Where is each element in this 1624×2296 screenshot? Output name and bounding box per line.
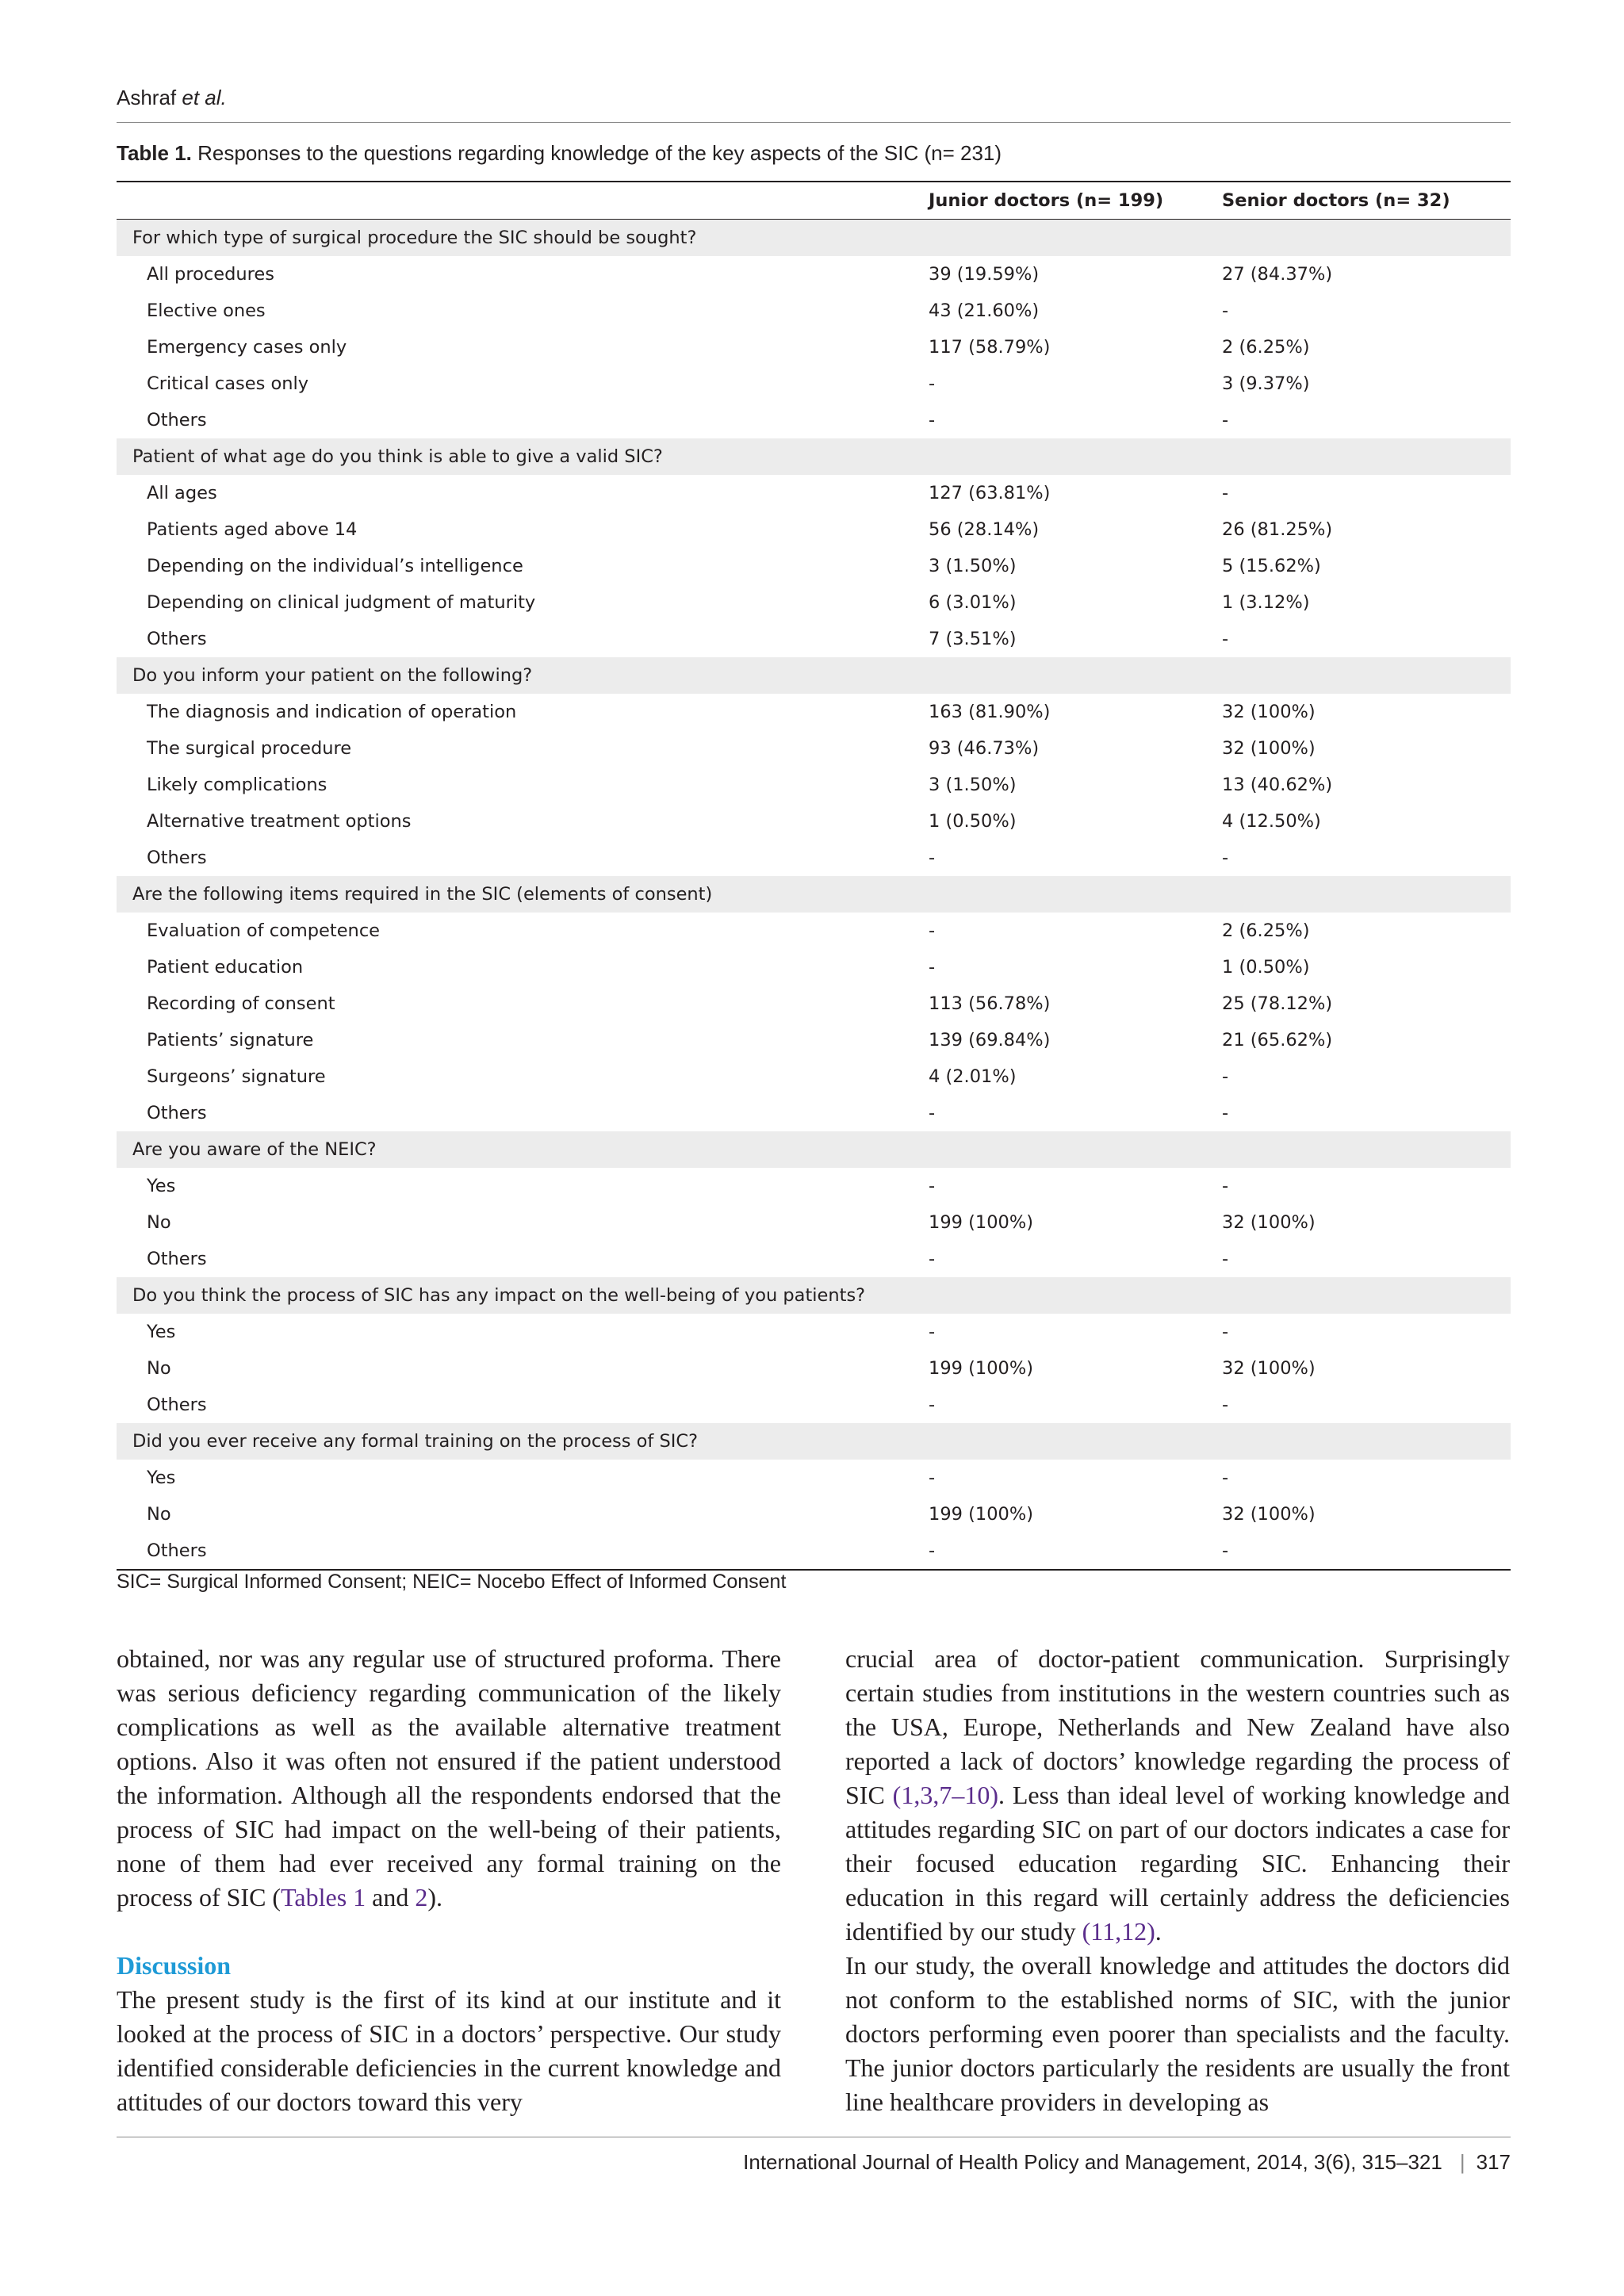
table-header-row <box>117 181 1511 220</box>
table-row <box>117 1314 1511 1350</box>
page-number: 317 <box>1476 2150 1511 2174</box>
table-cell: 32 (100%) <box>1222 702 1316 722</box>
table-row <box>117 584 1511 621</box>
table-cell: - <box>929 957 936 978</box>
table-cell: The surgical procedure <box>147 738 352 759</box>
table-cell: 25 (78.12%) <box>1222 993 1333 1014</box>
table-cell: Do you think the process of SIC has any impact on the well-being of you patients? <box>132 1285 866 1306</box>
table-footnote: SIC= Surgical Informed Consent; NEIC= Nocebo Effect of Informed Consent <box>117 1571 787 1593</box>
table-cell: 5 (15.62%) <box>1222 556 1321 576</box>
table-cell: Did you ever receive any formal training on the process of SIC? <box>132 1431 699 1452</box>
table-cell: - <box>1222 1395 1229 1415</box>
table-link[interactable]: 2 <box>415 1883 428 1911</box>
table-question-row <box>117 1131 1511 1168</box>
table-cell: No <box>147 1358 171 1379</box>
table-caption-label: Table 1. <box>117 141 192 165</box>
body-right-column <box>845 1642 1510 2119</box>
table-cell: - <box>1222 629 1229 649</box>
table-cell: 1 (0.50%) <box>929 811 1017 832</box>
table-row <box>117 1350 1511 1387</box>
table-row <box>117 365 1511 402</box>
table-cell: - <box>929 1103 936 1123</box>
table-cell: 32 (100%) <box>1222 1358 1316 1379</box>
table-question-row <box>117 1423 1511 1460</box>
table-cell: 1 (0.50%) <box>1222 957 1310 978</box>
body-paragraph: The present study is the first of its kind at our institute and it looked at the process of SIC in a doctors’ perspective. Our study identified considerable deficiencies in the current knowledge and attitudes of our doctors toward this very <box>117 1985 781 2116</box>
table-cell: - <box>929 920 936 941</box>
table-cell: 7 (3.51%) <box>929 629 1017 649</box>
table-question-row <box>117 220 1511 256</box>
table-cell: All procedures <box>147 264 274 285</box>
table-cell: Others <box>147 848 207 868</box>
footer-separator: | <box>1459 2150 1465 2174</box>
reference-link[interactable]: (11,12) <box>1082 1917 1155 1946</box>
table-cell: Patient education <box>147 957 304 978</box>
table-row <box>117 256 1511 293</box>
table-cell: - <box>1222 410 1229 430</box>
table-row <box>117 1241 1511 1277</box>
results-table <box>117 181 1511 1571</box>
header-rule <box>117 122 1511 123</box>
table-cell: - <box>1222 1540 1229 1561</box>
table-cell: Alternative treatment options <box>147 811 412 832</box>
discussion-heading: Discussion <box>117 1951 232 1980</box>
table-cell: 43 (21.60%) <box>929 300 1040 321</box>
table-cell: - <box>929 373 936 394</box>
page-footer <box>743 2150 1511 2175</box>
table-row <box>117 548 1511 584</box>
table-cell: - <box>1222 1249 1229 1269</box>
table-cell: 39 (19.59%) <box>929 264 1040 285</box>
table-cell: 3 (1.50%) <box>929 556 1017 576</box>
table-cell: - <box>929 1468 936 1488</box>
table-cell: 21 (65.62%) <box>1222 1030 1333 1050</box>
table-cell: - <box>1222 1066 1229 1087</box>
table-cell: Patient of what age do you think is able to give a valid SIC? <box>132 446 663 467</box>
table-cell: 93 (46.73%) <box>929 738 1040 759</box>
table-cell: 32 (100%) <box>1222 738 1316 759</box>
running-head <box>117 86 227 110</box>
table-cell: 2 (6.25%) <box>1222 920 1310 941</box>
table-cell: 117 (58.79%) <box>929 337 1051 358</box>
table-cell: Depending on clinical judgment of maturity <box>147 592 536 613</box>
table-cell: - <box>1222 1103 1229 1123</box>
table-cell: 6 (3.01%) <box>929 592 1017 613</box>
table-cell: - <box>1222 1468 1229 1488</box>
table-cell: - <box>1222 483 1229 503</box>
running-head-etal: et al. <box>182 86 227 109</box>
table-cell: 1 (3.12%) <box>1222 592 1310 613</box>
table-cell: Others <box>147 1249 207 1269</box>
table-row <box>117 1095 1511 1131</box>
table-row <box>117 985 1511 1022</box>
table-cell: The diagnosis and indication of operation <box>147 702 517 722</box>
table-header-cell: Senior doctors (n= 32) <box>1222 190 1450 211</box>
table-row <box>117 913 1511 949</box>
table-row <box>117 1204 1511 1241</box>
table-cell: Recording of consent <box>147 993 335 1014</box>
table-cell: Others <box>147 1540 207 1561</box>
table-question-row <box>117 1277 1511 1314</box>
table-cell: - <box>929 1249 936 1269</box>
table-cell: 163 (81.90%) <box>929 702 1051 722</box>
table-cell: Likely complications <box>147 775 327 795</box>
table-cell: 199 (100%) <box>929 1504 1033 1525</box>
body-text: obtained, nor was any regular use of structured proforma. There was serious deficiency regarding communication of the likely complications as well as the available alternative treatment options. Also it was often not ensured if the patient understood the information. Although all the respondents endorsed that the process of SIC had impact on the well-being of their patients, none of them had ever received any formal training on the process of SIC ( <box>117 1644 781 1911</box>
table-cell: Are you aware of the NEIC? <box>132 1139 377 1160</box>
table-cell: 2 (6.25%) <box>1222 337 1310 358</box>
table-row <box>117 621 1511 657</box>
table-cell: For which type of surgical procedure the SIC should be sought? <box>132 228 697 248</box>
running-head-author: Ashraf <box>117 86 177 109</box>
table-cell: 4 (2.01%) <box>929 1066 1017 1087</box>
table-cell: Others <box>147 1395 207 1415</box>
body-text: . <box>1155 1917 1162 1946</box>
table-cell: Patients aged above 14 <box>147 519 358 540</box>
table-caption <box>117 141 1002 166</box>
table-header-cell: Junior doctors (n= 199) <box>929 190 1164 211</box>
table-cell: Emergency cases only <box>147 337 347 358</box>
table-row <box>117 475 1511 511</box>
table-cell: Others <box>147 1103 207 1123</box>
table-cell: 56 (28.14%) <box>929 519 1040 540</box>
table-cell: 13 (40.62%) <box>1222 775 1333 795</box>
table-cell: - <box>929 1176 936 1196</box>
body-paragraph: In our study, the overall knowledge and attitudes the doctors did not conform to the established norms of SIC, with the junior doctors performing even poorer than specialists and the faculty. The junior doctors particularly the residents are usually the front line healthcare providers in developing as <box>845 1951 1510 2116</box>
table-row <box>117 1460 1511 1496</box>
table-cell: Surgeons’ signature <box>147 1066 326 1087</box>
table-row <box>117 402 1511 438</box>
body-text: ). <box>427 1883 442 1911</box>
table-cell: Yes <box>147 1322 176 1342</box>
table-cell: Are the following items required in the SIC (elements of consent) <box>132 884 713 905</box>
table-row <box>117 694 1511 730</box>
body-text: and <box>366 1883 416 1911</box>
table-cell: - <box>929 1540 936 1561</box>
table-cell: 4 (12.50%) <box>1222 811 1321 832</box>
table-question-row <box>117 438 1511 475</box>
table-row <box>117 1022 1511 1058</box>
table-cell: Depending on the individual’s intelligence <box>147 556 523 576</box>
table-cell: No <box>147 1212 171 1233</box>
table-cell: 3 (9.37%) <box>1222 373 1310 394</box>
table-link[interactable]: Tables 1 <box>281 1883 366 1911</box>
table-row <box>117 1496 1511 1533</box>
table-question-row <box>117 657 1511 694</box>
table-row <box>117 803 1511 840</box>
table-question-row <box>117 876 1511 913</box>
table-cell: - <box>1222 848 1229 868</box>
table-row <box>117 1387 1511 1423</box>
table-row <box>117 949 1511 985</box>
table-row <box>117 1533 1511 1569</box>
table-cell: Others <box>147 629 207 649</box>
table-row <box>117 730 1511 767</box>
table-cell: - <box>929 1395 936 1415</box>
table-cell: 127 (63.81%) <box>929 483 1051 503</box>
table-cell: Do you inform your patient on the following? <box>132 665 533 686</box>
body-paragraph <box>845 1642 1510 1949</box>
table-cell: 27 (84.37%) <box>1222 264 1333 285</box>
reference-link[interactable]: (1,3,7–10) <box>892 1781 998 1809</box>
table-cell: - <box>929 1322 936 1342</box>
table-cell: No <box>147 1504 171 1525</box>
table-cell: - <box>929 848 936 868</box>
table-row <box>117 1168 1511 1204</box>
table-cell: - <box>1222 1176 1229 1196</box>
table-cell: 199 (100%) <box>929 1212 1033 1233</box>
table-cell: 3 (1.50%) <box>929 775 1017 795</box>
table-cell: All ages <box>147 483 217 503</box>
table-row <box>117 329 1511 365</box>
table-cell: 139 (69.84%) <box>929 1030 1051 1050</box>
table-row <box>117 293 1511 329</box>
table-row <box>117 767 1511 803</box>
table-cell: 32 (100%) <box>1222 1504 1316 1525</box>
body-paragraph <box>117 1642 781 1915</box>
table-cell: Elective ones <box>147 300 266 321</box>
table-caption-text: Responses to the questions regarding knowledge of the key aspects of the SIC (n= 231) <box>197 141 1002 165</box>
body-text: . Less than ideal level of working knowledge and attitudes regarding SIC on part of our doctors indicates a case for their focused education regarding SIC. Enhancing their education in this regard will certainly address the deficiencies identified by our study <box>845 1781 1511 1946</box>
table-row <box>117 840 1511 876</box>
table-cell: 113 (56.78%) <box>929 993 1051 1014</box>
table-cell: 26 (81.25%) <box>1222 519 1333 540</box>
body-text: crucial area of doctor-patient communication. Surprisingly certain studies from institutions in the western countries such as the USA, Europe, Netherlands and New Zealand have also reported a lack of doctors’ knowledge regarding the process of SIC <box>845 1644 1510 1809</box>
table-cell: - <box>1222 1322 1229 1342</box>
table-body <box>117 220 1511 1569</box>
table-cell: 32 (100%) <box>1222 1212 1316 1233</box>
table-cell: 199 (100%) <box>929 1358 1033 1379</box>
table-cell: Evaluation of competence <box>147 920 381 941</box>
body-left-column <box>117 1642 781 2119</box>
table-cell: Yes <box>147 1468 176 1488</box>
journal-citation: International Journal of Health Policy and Management, 2014, 3(6), 315–321 <box>743 2150 1442 2174</box>
table-row <box>117 511 1511 548</box>
table-cell: Yes <box>147 1176 176 1196</box>
table-cell: Critical cases only <box>147 373 309 394</box>
table-cell: Patients’ signature <box>147 1030 314 1050</box>
table-cell: - <box>929 410 936 430</box>
table-cell: Others <box>147 410 207 430</box>
table-cell: - <box>1222 300 1229 321</box>
table-row <box>117 1058 1511 1095</box>
